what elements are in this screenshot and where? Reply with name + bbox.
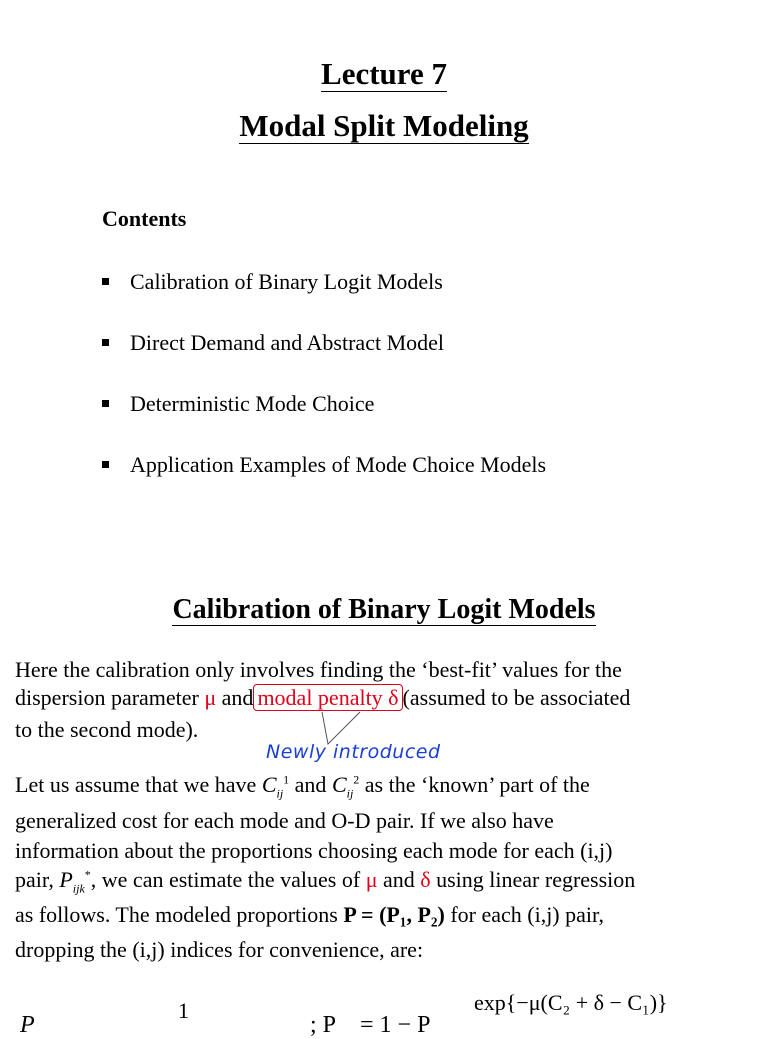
bullet-icon [102, 400, 109, 407]
handwritten-annotation: Newly introduced [266, 741, 441, 763]
equation-part: = 1 − P [360, 1012, 431, 1038]
topic-title: Modal Split Modeling [239, 108, 529, 143]
paragraph-line: Here the calibration only involves finding the ‘best-fit’ values for the [15, 657, 622, 682]
list-item: Calibration of Binary Logit Models [102, 269, 443, 295]
paragraph-line: generalized cost for each mode and O-D pair. If we also have [15, 808, 554, 833]
equation-middle: ; P [310, 1012, 337, 1038]
equation-exp-numerator: exp{−μ(C₂ + δ − C₁)} [474, 990, 668, 1015]
equation-lhs: P [20, 1012, 35, 1038]
paragraph-line: information about the proportions choosing each mode for each (i,j) [15, 838, 613, 863]
bullet-icon [102, 278, 109, 285]
bullet-icon [102, 461, 109, 468]
section-heading: Calibration of Binary Logit Models [172, 594, 596, 625]
paragraph-line: dropping the (i,j) indices for convenience, are: [15, 937, 424, 962]
list-item: Application Examples of Mode Choice Models [102, 452, 546, 478]
lecture-title: Lecture 7 [321, 56, 447, 91]
contents-heading: Contents [102, 206, 187, 231]
paragraph-line: pair, $P_{ijk}^*$, we can estimate the values of μ and δ using linear regression [15, 867, 636, 896]
paragraph-line: to the second mode). [15, 717, 199, 742]
paragraph-line: as follows. The modeled proportions P = (P₁, P₂) for each (i,j) pair, [15, 902, 604, 927]
modal-penalty-highlight: modal penalty δ [253, 684, 402, 711]
list-item: Deterministic Mode Choice [102, 391, 374, 417]
bullet-icon [102, 339, 109, 346]
paragraph-line: Let us assume that we have $C_{ij}^1$ and $C_{ij}^2$ as the ‘known’ part of the [15, 772, 590, 801]
paragraph-line: dispersion parameter μ and modal penalty δ (assumed to be associated [15, 685, 631, 710]
equation-numerator: 1 [178, 998, 189, 1023]
list-item: Direct Demand and Abstract Model [102, 330, 444, 356]
mu-symbol: μ [204, 685, 217, 710]
